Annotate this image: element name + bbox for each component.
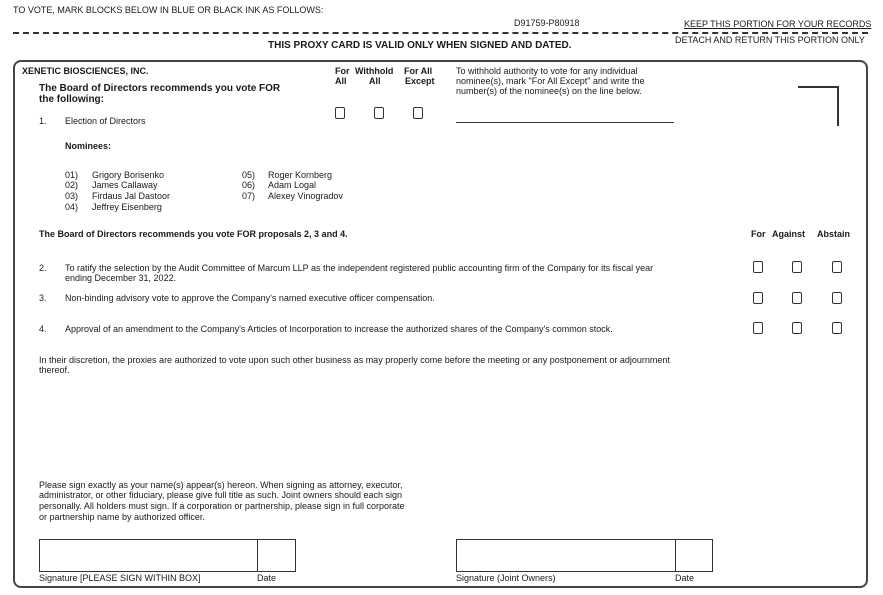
proposal-2-abstain-checkbox[interactable]: [832, 261, 842, 273]
proposal-3-text: Non-binding advisory vote to approve the Company's named executive officer compensation.: [65, 293, 435, 303]
proposal-2-for-checkbox[interactable]: [753, 261, 763, 273]
proposal-1-number: 1.: [39, 116, 47, 126]
joint-date-divider: [675, 539, 676, 572]
col-for-all-except: For All: [404, 66, 433, 76]
signature-date-divider: [257, 539, 258, 572]
col-withhold-all-2: All: [369, 76, 381, 86]
nominee-name: James Callaway: [92, 180, 158, 190]
nominee-num: 06): [242, 180, 256, 190]
joint-date-label: Date: [675, 573, 695, 583]
nominee-name: Firdaus Jal Dastoor: [92, 191, 171, 201]
signature-label: Signature [PLEASE SIGN WITHIN BOX]: [39, 573, 201, 583]
nominee-name: Roger Kornberg: [268, 170, 333, 180]
exception-numbers-line[interactable]: [456, 122, 674, 123]
proposal-1-text: Election of Directors: [65, 116, 146, 126]
joint-signature-label: Signature (Joint Owners): [456, 573, 556, 583]
sign-instructions: Please sign exactly as your name(s) appear(s) hereon. When signing as attorney, executor,: [39, 480, 403, 490]
proposal-4-text: Approval of an amendment to the Company's Articles of Incorporation to increase the authorized shares of the Company's common stock.: [65, 324, 613, 334]
board-recommendation-1: The Board of Directors recommends you vote FOR: [39, 83, 281, 94]
company-name: XENETIC BIOSCIENCES, INC.: [22, 66, 149, 76]
control-number: D91759-P80918: [514, 18, 580, 28]
keep-portion-label: KEEP THIS PORTION FOR YOUR RECORDS: [684, 19, 872, 29]
proposal-2-against-checkbox[interactable]: [792, 261, 802, 273]
nominee-name: Grigory Borisenko: [92, 170, 165, 180]
nominee-num: 07): [242, 191, 256, 201]
col-against: Against: [772, 229, 806, 239]
nominee-num: 04): [65, 202, 79, 212]
board-recommendation-2: The Board of Directors recommends you vote FOR proposals 2, 3 and 4.: [39, 229, 348, 239]
signature-date-label: Date: [257, 573, 277, 583]
withhold-instructions-2: nominee(s), mark "For All Except" and write the: [456, 76, 645, 86]
proposal-2-text-cont: ending December 31, 2022.: [65, 273, 177, 283]
discretion-text-cont: thereof.: [39, 365, 70, 375]
proposal-4-abstain-checkbox[interactable]: [832, 322, 842, 334]
detach-line: [13, 32, 868, 34]
nominee-num: 03): [65, 191, 79, 201]
nominee-num: 02): [65, 180, 79, 190]
withhold-instructions-3: number(s) of the nominee(s) on the line below.: [456, 86, 642, 96]
detach-portion-label: DETACH AND RETURN THIS PORTION ONLY: [675, 35, 865, 45]
nominee-name: Alexey Vinogradov: [268, 191, 343, 201]
proposal-4-for-checkbox[interactable]: [753, 322, 763, 334]
for-all-checkbox[interactable]: [335, 107, 345, 119]
col-withhold-all: Withhold: [355, 66, 394, 76]
proposal-3-number: 3.: [39, 293, 47, 303]
proposal-2-number: 2.: [39, 263, 47, 273]
vote-instruction: TO VOTE, MARK BLOCKS BELOW IN BLUE OR BLACK INK AS FOLLOWS:: [13, 5, 324, 15]
proposal-3-for-checkbox[interactable]: [753, 292, 763, 304]
proposal-3-against-checkbox[interactable]: [792, 292, 802, 304]
nominee-name: Jeffrey Eisenberg: [92, 202, 162, 212]
col-for-all: For: [335, 66, 350, 76]
address-window-corner: [798, 86, 839, 126]
sign-instructions-2: administrator, or other fiduciary, please give full title as such. Joint owners should each sign: [39, 490, 403, 500]
nominee-num: 01): [65, 170, 79, 180]
proposal-3-abstain-checkbox[interactable]: [832, 292, 842, 304]
col-for-all-except-2: Except: [405, 76, 435, 86]
for-all-except-checkbox[interactable]: [413, 107, 423, 119]
discretion-text: In their discretion, the proxies are authorized to vote upon such other business as may properly come before the meeting or any postponement or adjournment: [39, 355, 670, 365]
withhold-all-checkbox[interactable]: [374, 107, 384, 119]
sign-instructions-4: or partnership name by authorized officer.: [39, 512, 205, 522]
proposal-4-number: 4.: [39, 324, 47, 334]
nominee-name: Adam Logal: [268, 180, 317, 190]
board-recommendation-1-cont: the following:: [39, 94, 104, 105]
proposal-4-against-checkbox[interactable]: [792, 322, 802, 334]
col-for-all-2: All: [335, 76, 347, 86]
col-abstain: Abstain: [817, 229, 851, 239]
col-for: For: [751, 229, 766, 239]
nominees-label: Nominees:: [65, 141, 112, 151]
withhold-instructions: To withhold authority to vote for any individual: [456, 66, 638, 76]
sign-instructions-3: personally. All holders must sign. If a corporation or partnership, please sign in full corporate: [39, 501, 405, 511]
nominee-num: 05): [242, 170, 256, 180]
validity-notice: THIS PROXY CARD IS VALID ONLY WHEN SIGNED AND DATED.: [268, 40, 572, 51]
proposal-2-text: To ratify the selection by the Audit Committee of Marcum LLP as the independent registered public accounting firm of the Company for its fiscal year: [65, 263, 654, 273]
